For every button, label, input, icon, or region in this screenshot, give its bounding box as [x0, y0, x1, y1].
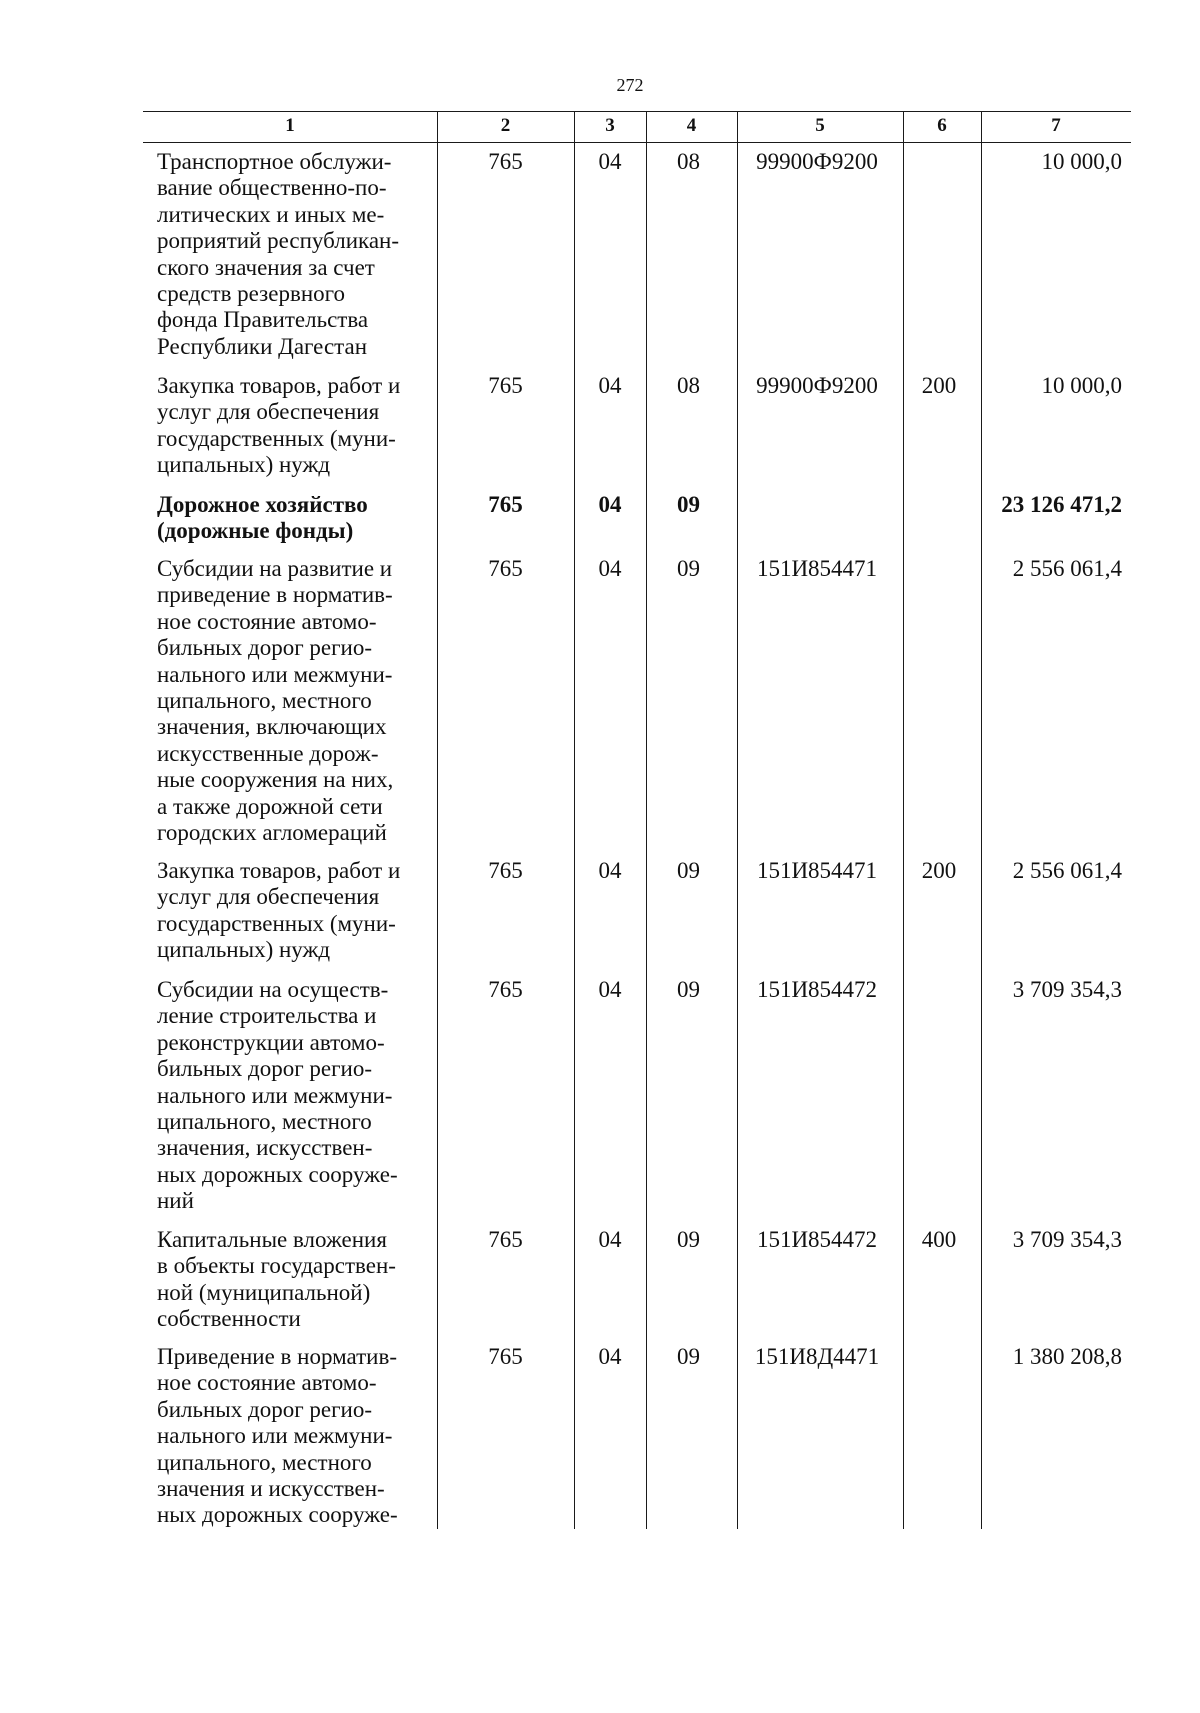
description-line: ные сооружения на них, [157, 767, 394, 793]
cell-subsection-code: 09 [677, 556, 700, 581]
cell-target-article: 99900Ф9200 [756, 373, 878, 398]
cell-section-code: 04 [598, 556, 622, 581]
description-line: фонда Правительства [157, 307, 369, 333]
column-divider [737, 111, 738, 1529]
description-line: в объекты государствен- [157, 1253, 396, 1279]
cell-section-code: 04 [598, 977, 622, 1002]
cell-amount: 3 709 354,3 [1012, 977, 1122, 1002]
cell-amount: 23 126 471,2 [1001, 492, 1122, 517]
description-line: Дорожное хозяйство [157, 492, 368, 517]
cell-ministry-code: 765 [488, 373, 523, 398]
description-line: Республики Дагестан [157, 333, 367, 359]
description-line: значения, включающих [157, 714, 387, 740]
cell-subsection-code: 09 [677, 1344, 700, 1369]
cell-target-article: 151И854471 [756, 858, 878, 883]
description-line: Приведение в норматив- [157, 1344, 397, 1369]
description-line: ний [157, 1188, 194, 1214]
cell-amount: 2 556 061,4 [1012, 556, 1122, 581]
row-description [157, 977, 437, 1215]
cell-section-code: 04 [598, 1344, 622, 1369]
description-line: ное состояние автомо- [157, 1370, 377, 1396]
cell-section-code: 04 [598, 858, 622, 883]
cell-amount: 1 380 208,8 [1012, 1344, 1122, 1369]
column-header: 1 [285, 115, 295, 136]
row-description [157, 149, 437, 360]
description-line: ципального, местного [157, 1109, 372, 1135]
description-line: нального или межмуни- [157, 1423, 393, 1449]
cell-subsection-code: 09 [677, 977, 700, 1002]
cell-section-code: 04 [598, 1227, 622, 1252]
cell-section-code: 04 [598, 373, 622, 398]
cell-subsection-code: 09 [677, 492, 700, 517]
description-line: бильных дорог регио- [157, 635, 372, 661]
cell-target-article: 151И854471 [756, 556, 878, 581]
description-line: ципального, местного [157, 688, 372, 714]
description-line: государственных (муни- [157, 425, 396, 451]
description-line: средств резервного [157, 281, 345, 307]
column-header: 6 [937, 115, 947, 136]
cell-expense-type: 400 [921, 1227, 957, 1252]
table-top-rule [143, 111, 1131, 112]
description-line: ное состояние автомо- [157, 608, 377, 634]
description-line: Субсидии на развитие и [157, 556, 393, 581]
cell-target-article: 151И854472 [756, 977, 878, 1002]
description-line: (дорожные фонды) [157, 518, 354, 544]
description-line: роприятий республикан- [157, 228, 400, 254]
description-line: услуг для обеспечения [157, 399, 380, 425]
cell-ministry-code: 765 [488, 149, 523, 174]
description-line: искусственные дорож- [157, 740, 379, 766]
row-description [157, 373, 437, 479]
description-line: литических и иных ме- [157, 201, 385, 227]
description-line: нального или межмуни- [157, 661, 393, 687]
description-line: ципального, местного [157, 1449, 372, 1475]
description-line: бильных дорог регио- [157, 1396, 372, 1422]
cell-amount: 10 000,0 [1041, 149, 1122, 174]
cell-section-code: 04 [598, 492, 622, 517]
description-line: ной (муниципальной) [157, 1279, 371, 1305]
cell-expense-type: 200 [921, 373, 957, 398]
cell-subsection-code: 09 [677, 858, 700, 883]
description-line: собственности [157, 1306, 301, 1332]
column-divider [903, 111, 904, 1529]
row-description [157, 492, 437, 545]
description-line: ципальных) нужд [157, 937, 331, 963]
column-header: 5 [815, 115, 825, 136]
cell-ministry-code: 765 [488, 858, 523, 883]
cell-amount: 3 709 354,3 [1012, 1227, 1122, 1252]
cell-subsection-code: 08 [677, 373, 700, 398]
description-line: Закупка товаров, работ и [157, 373, 401, 398]
cell-ministry-code: 765 [488, 1344, 523, 1369]
description-line: городских агломераций [157, 820, 387, 846]
column-header: 7 [1051, 115, 1061, 136]
cell-ministry-code: 765 [488, 977, 523, 1002]
description-line: значения и искусствен- [157, 1476, 385, 1502]
column-header: 2 [500, 115, 511, 136]
description-line: бильных дорог регио- [157, 1056, 372, 1082]
cell-ministry-code: 765 [488, 492, 523, 517]
description-line: нального или межмуни- [157, 1082, 393, 1108]
description-line: ского значения за счет [157, 254, 375, 280]
description-line: приведение в норматив- [157, 582, 393, 608]
cell-amount: 10 000,0 [1041, 373, 1122, 398]
row-description [157, 858, 437, 964]
description-line: услуг для обеспечения [157, 884, 380, 910]
cell-section-code: 04 [598, 149, 622, 174]
description-line: государственных (муни- [157, 910, 396, 936]
description-line: Субсидии на осуществ- [157, 977, 389, 1002]
description-line: ных дорожных сооруже- [157, 1161, 398, 1187]
cell-amount: 2 556 061,4 [1012, 858, 1122, 883]
column-header: 3 [605, 115, 615, 136]
cell-target-article: 99900Ф9200 [756, 149, 878, 174]
cell-subsection-code: 08 [677, 149, 700, 174]
cell-ministry-code: 765 [488, 556, 523, 581]
cell-target-article: 151И854472 [756, 1227, 878, 1252]
description-line: вание общественно-по- [157, 175, 387, 201]
column-divider [437, 111, 438, 1529]
description-line: Транспортное обслужи- [157, 149, 392, 174]
description-line: значения, искусствен- [157, 1135, 373, 1161]
description-line: ципальных) нужд [157, 452, 331, 478]
column-divider [646, 111, 647, 1529]
cell-subsection-code: 09 [677, 1227, 700, 1252]
description-line: реконструкции автомо- [157, 1029, 385, 1055]
description-line: Капитальные вложения [157, 1227, 387, 1252]
row-description [157, 556, 437, 846]
cell-ministry-code: 765 [488, 1227, 523, 1252]
row-description [157, 1344, 437, 1529]
column-header: 4 [686, 115, 697, 136]
row-description [157, 1227, 437, 1333]
page-number: 272 [616, 75, 644, 95]
description-line: ление строительства и [157, 1003, 377, 1029]
column-divider [981, 111, 982, 1529]
cell-target-article: 151И8Д4471 [754, 1344, 880, 1369]
header-bottom-rule [143, 142, 1131, 143]
description-line: а также дорожной сети [157, 793, 383, 819]
column-divider [574, 111, 575, 1529]
cell-expense-type: 200 [921, 858, 957, 883]
description-line: Закупка товаров, работ и [157, 858, 401, 883]
description-line: ных дорожных сооруже- [157, 1502, 398, 1528]
